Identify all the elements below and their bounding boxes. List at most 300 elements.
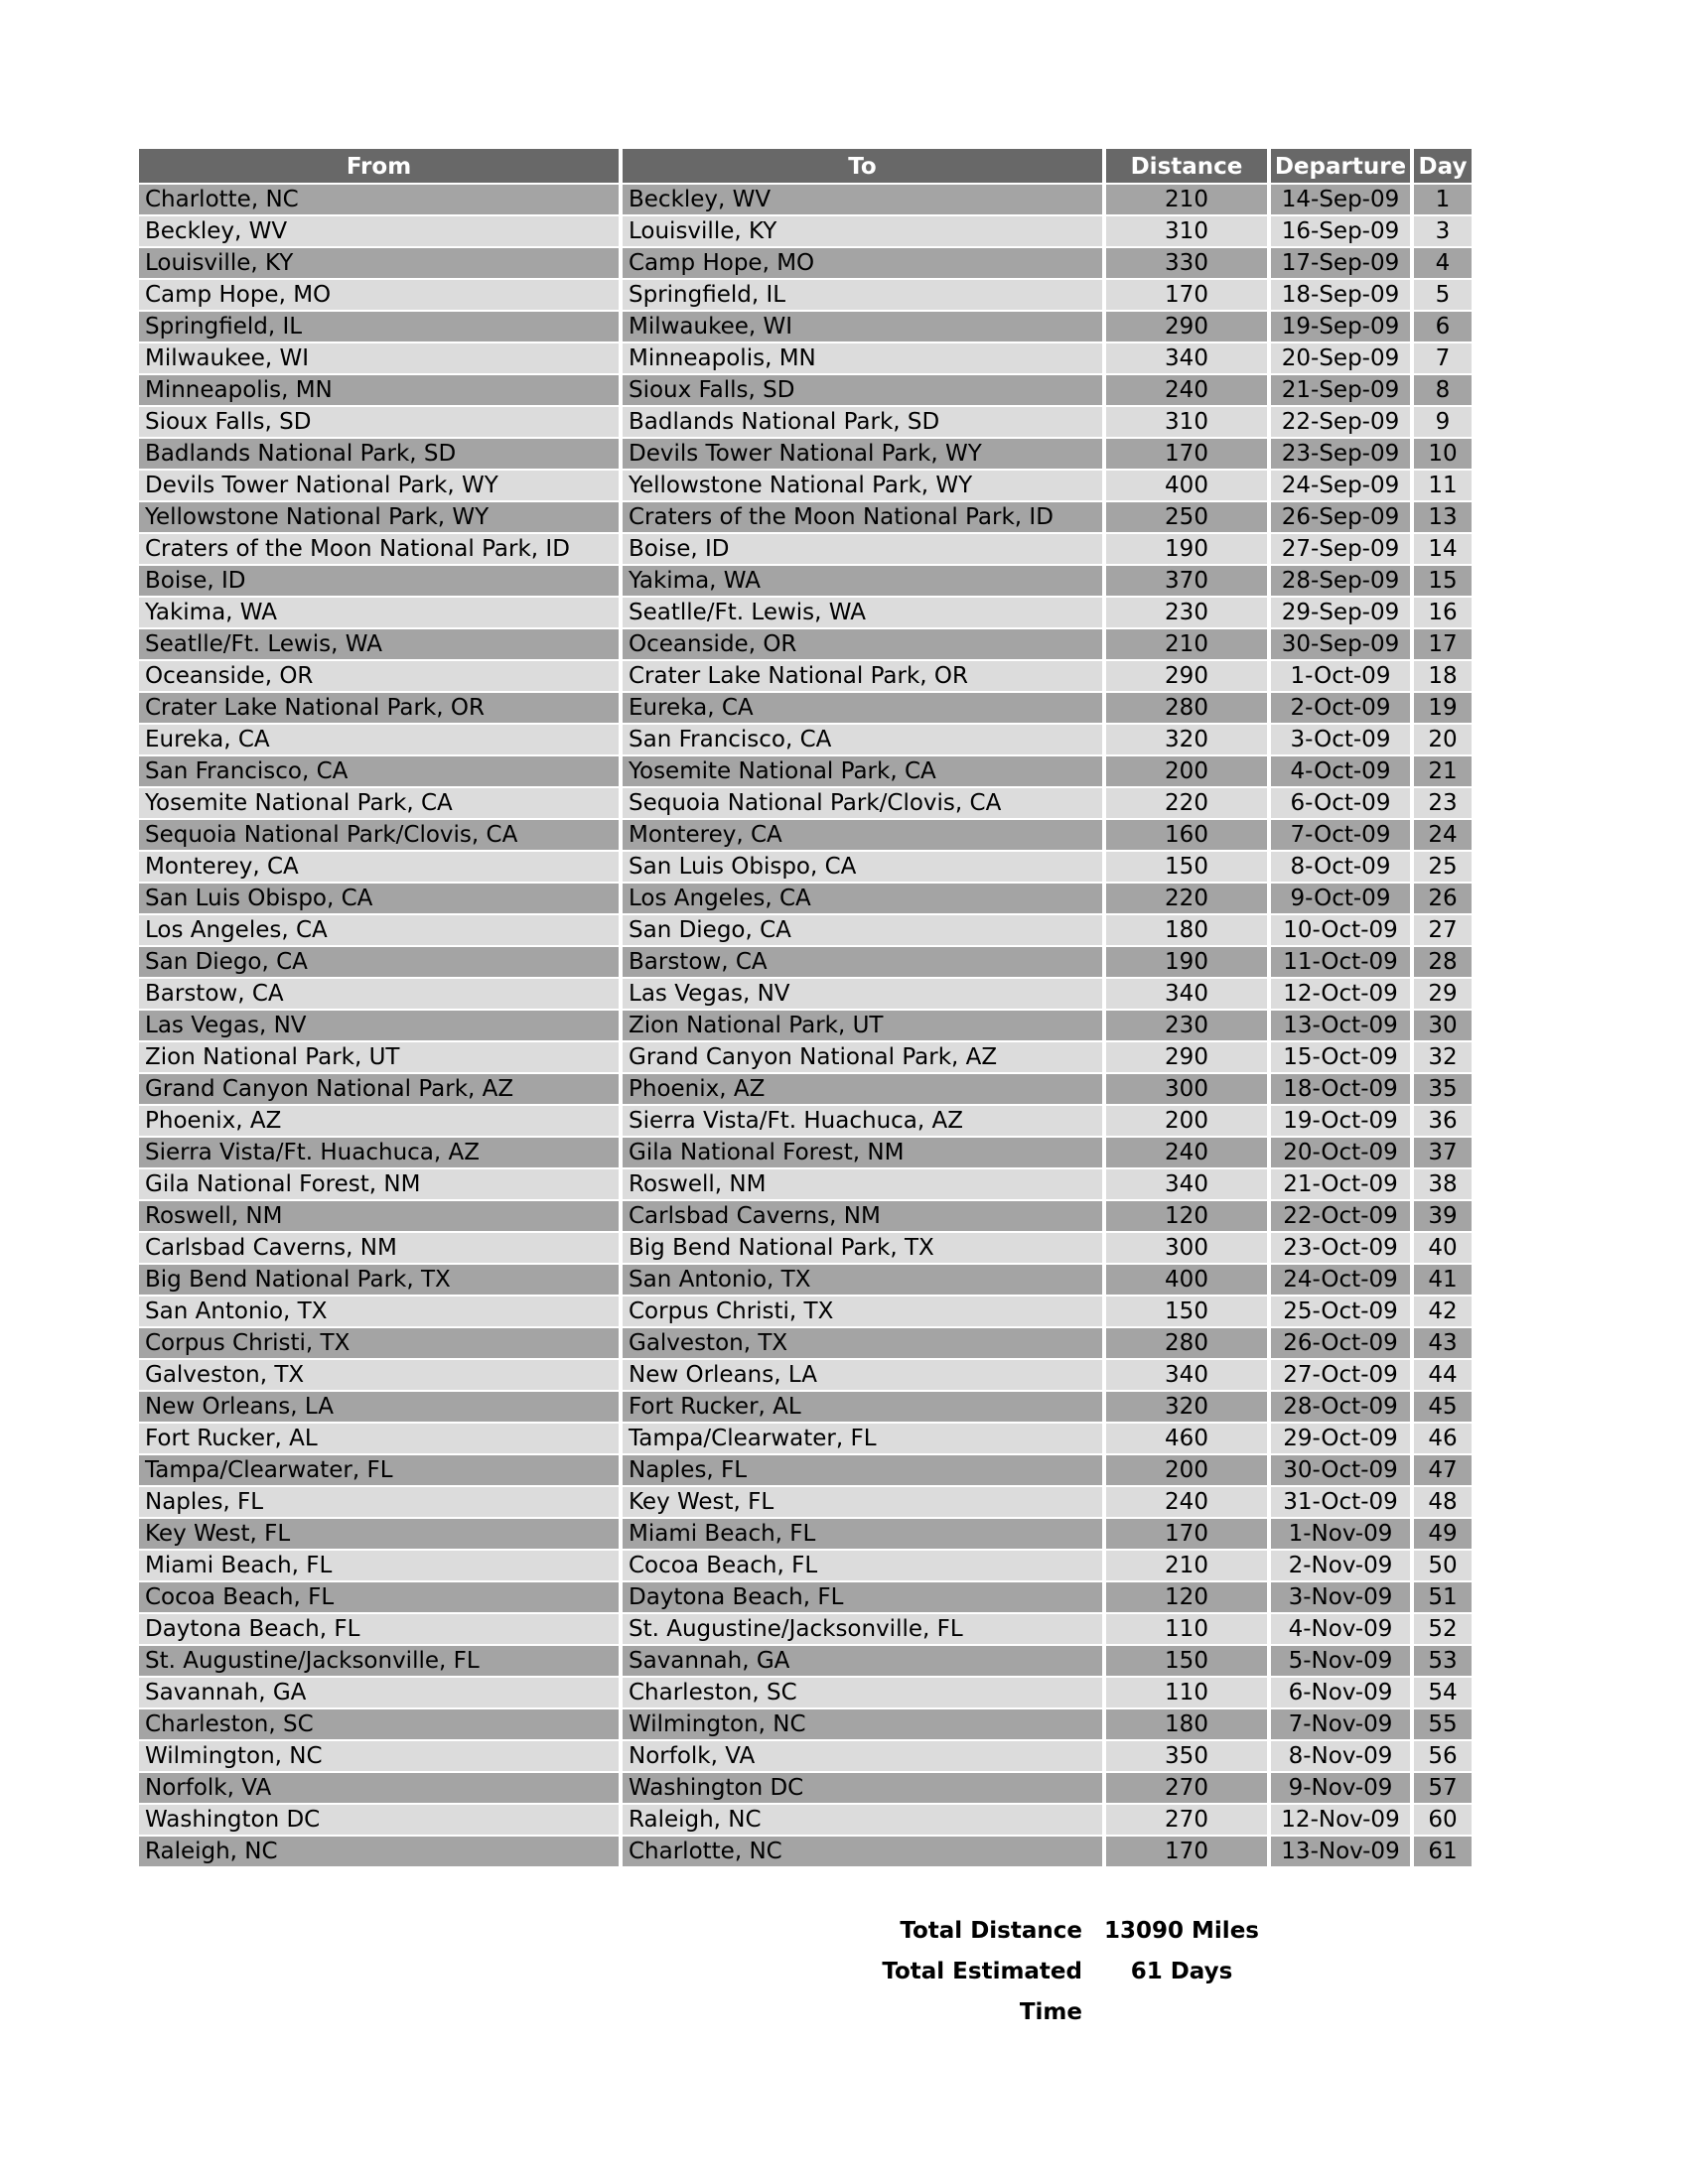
cell-to: Craters of the Moon National Park, ID [623,502,1102,532]
cell-to: Devils Tower National Park, WY [623,439,1102,469]
cell-departure: 6-Nov-09 [1271,1678,1410,1707]
table-row [139,979,1472,1011]
cell-departure: 1-Nov-09 [1271,1519,1410,1549]
cell-day: 43 [1414,1328,1472,1358]
cell-distance: 200 [1106,1455,1267,1485]
cell-departure: 12-Oct-09 [1271,979,1410,1009]
cell-to: Carlsbad Caverns, NM [623,1201,1102,1231]
header-distance: Distance [1106,149,1267,185]
cell-departure: 9-Oct-09 [1271,884,1410,913]
cell-day: 13 [1414,502,1472,532]
table-row [139,1582,1472,1614]
cell-day: 45 [1414,1392,1472,1422]
cell-departure: 30-Oct-09 [1271,1455,1410,1485]
cell-departure: 7-Oct-09 [1271,820,1410,850]
cell-to: Camp Hope, MO [623,248,1102,278]
cell-from: Galveston, TX [139,1360,619,1390]
cell-to: Fort Rucker, AL [623,1392,1102,1422]
cell-from: Big Bend National Park, TX [139,1265,619,1295]
table-row [139,1424,1472,1455]
cell-to: New Orleans, LA [623,1360,1102,1390]
cell-distance: 240 [1106,1487,1267,1517]
table-row [139,407,1472,439]
cell-from: Naples, FL [139,1487,619,1517]
cell-from: Boise, ID [139,566,619,596]
cell-distance: 340 [1106,1360,1267,1390]
itinerary-table [139,149,1472,1868]
cell-distance: 280 [1106,1328,1267,1358]
cell-to: Zion National Park, UT [623,1011,1102,1040]
cell-day: 11 [1414,471,1472,500]
total-distance-value: 13090 Miles [1104,1918,1259,1944]
cell-departure: 31-Oct-09 [1271,1487,1410,1517]
cell-to: Savannah, GA [623,1646,1102,1676]
cell-departure: 29-Oct-09 [1271,1424,1410,1453]
cell-from: Daytona Beach, FL [139,1614,619,1644]
cell-distance: 240 [1106,375,1267,405]
cell-from: Tampa/Clearwater, FL [139,1455,619,1485]
cell-from: Los Angeles, CA [139,915,619,945]
cell-day: 36 [1414,1106,1472,1136]
cell-from: San Diego, CA [139,947,619,977]
cell-from: Eureka, CA [139,725,619,754]
cell-distance: 170 [1106,439,1267,469]
cell-from: Springfield, IL [139,312,619,341]
cell-distance: 310 [1106,216,1267,246]
cell-day: 7 [1414,343,1472,373]
cell-departure: 29-Sep-09 [1271,598,1410,627]
table-row [139,629,1472,661]
cell-day: 40 [1414,1233,1472,1263]
cell-to: Grand Canyon National Park, AZ [623,1042,1102,1072]
cell-to: Minneapolis, MN [623,343,1102,373]
cell-day: 60 [1414,1805,1472,1835]
cell-distance: 170 [1106,280,1267,310]
cell-from: San Luis Obispo, CA [139,884,619,913]
cell-day: 24 [1414,820,1472,850]
cell-from: Milwaukee, WI [139,343,619,373]
cell-departure: 17-Sep-09 [1271,248,1410,278]
total-time [834,1952,1261,2025]
cell-from: Savannah, GA [139,1678,619,1707]
table-row [139,947,1472,979]
cell-day: 6 [1414,312,1472,341]
cell-day: 18 [1414,661,1472,691]
table-row [139,1709,1472,1741]
header-departure: Departure [1271,149,1410,185]
cell-to: Gila National Forest, NM [623,1138,1102,1167]
cell-departure: 4-Oct-09 [1271,756,1410,786]
cell-to: Sequoia National Park/Clovis, CA [623,788,1102,818]
cell-to: Yosemite National Park, CA [623,756,1102,786]
cell-distance: 220 [1106,884,1267,913]
cell-from: Norfolk, VA [139,1773,619,1803]
table-row [139,1646,1472,1678]
cell-departure: 14-Sep-09 [1271,185,1410,214]
cell-distance: 120 [1106,1582,1267,1612]
cell-to: Phoenix, AZ [623,1074,1102,1104]
cell-distance: 160 [1106,820,1267,850]
cell-departure: 12-Nov-09 [1271,1805,1410,1835]
cell-departure: 23-Oct-09 [1271,1233,1410,1263]
cell-from: Crater Lake National Park, OR [139,693,619,723]
table-row [139,1455,1472,1487]
cell-from: Yakima, WA [139,598,619,627]
table-row [139,1614,1472,1646]
cell-from: Fort Rucker, AL [139,1424,619,1453]
cell-day: 56 [1414,1741,1472,1771]
table-row [139,852,1472,884]
cell-distance: 190 [1106,534,1267,564]
cell-from: Monterey, CA [139,852,619,882]
cell-to: Norfolk, VA [623,1741,1102,1771]
cell-to: Corpus Christi, TX [623,1297,1102,1326]
cell-departure: 21-Oct-09 [1271,1169,1410,1199]
cell-day: 29 [1414,979,1472,1009]
cell-departure: 8-Nov-09 [1271,1741,1410,1771]
cell-day: 9 [1414,407,1472,437]
table-row [139,915,1472,947]
table-row [139,1392,1472,1424]
cell-to: Cocoa Beach, FL [623,1551,1102,1580]
cell-to: Beckley, WV [623,185,1102,214]
cell-to: Barstow, CA [623,947,1102,977]
cell-day: 57 [1414,1773,1472,1803]
table-row [139,216,1472,248]
cell-day: 16 [1414,598,1472,627]
total-time-value: 61 Days [1130,1959,1233,1984]
cell-day: 1 [1414,185,1472,214]
table-row [139,1201,1472,1233]
total-time-label: Total Estimated Time [882,1959,1082,2025]
table-row [139,661,1472,693]
cell-departure: 6-Oct-09 [1271,788,1410,818]
table-row [139,756,1472,788]
cell-distance: 280 [1106,693,1267,723]
table-row [139,1074,1472,1106]
cell-day: 25 [1414,852,1472,882]
cell-to: Charlotte, NC [623,1837,1102,1866]
table-row [139,1678,1472,1709]
cell-distance: 460 [1106,1424,1267,1453]
header-day: Day [1414,149,1472,185]
cell-to: Raleigh, NC [623,1805,1102,1835]
total-distance-label: Total Distance [900,1918,1082,1944]
cell-day: 14 [1414,534,1472,564]
cell-from: Louisville, KY [139,248,619,278]
table-row [139,566,1472,598]
table-row [139,1519,1472,1551]
cell-day: 21 [1414,756,1472,786]
cell-distance: 250 [1106,502,1267,532]
cell-to: Tampa/Clearwater, FL [623,1424,1102,1453]
cell-from: Wilmington, NC [139,1741,619,1771]
table-row [139,280,1472,312]
cell-day: 39 [1414,1201,1472,1231]
table-row [139,1265,1472,1297]
cell-departure: 13-Nov-09 [1271,1837,1410,1866]
cell-day: 32 [1414,1042,1472,1072]
table-row [139,693,1472,725]
cell-day: 19 [1414,693,1472,723]
cell-day: 51 [1414,1582,1472,1612]
cell-day: 52 [1414,1614,1472,1644]
cell-departure: 13-Oct-09 [1271,1011,1410,1040]
cell-from: Sierra Vista/Ft. Huachuca, AZ [139,1138,619,1167]
cell-from: Beckley, WV [139,216,619,246]
cell-to: Galveston, TX [623,1328,1102,1358]
cell-to: Washington DC [623,1773,1102,1803]
cell-day: 30 [1414,1011,1472,1040]
cell-from: San Antonio, TX [139,1297,619,1326]
cell-day: 26 [1414,884,1472,913]
cell-departure: 15-Oct-09 [1271,1042,1410,1072]
table-row [139,1837,1472,1868]
cell-departure: 3-Nov-09 [1271,1582,1410,1612]
table-row [139,1011,1472,1042]
cell-from: Camp Hope, MO [139,280,619,310]
cell-to: Sioux Falls, SD [623,375,1102,405]
cell-departure: 20-Oct-09 [1271,1138,1410,1167]
cell-to: Monterey, CA [623,820,1102,850]
cell-distance: 400 [1106,471,1267,500]
cell-from: Key West, FL [139,1519,619,1549]
table-row [139,820,1472,852]
cell-to: San Diego, CA [623,915,1102,945]
cell-distance: 340 [1106,979,1267,1009]
cell-distance: 400 [1106,1265,1267,1295]
cell-day: 41 [1414,1265,1472,1295]
table-row [139,598,1472,629]
cell-distance: 170 [1106,1837,1267,1866]
cell-to: Key West, FL [623,1487,1102,1517]
table-row [139,502,1472,534]
cell-distance: 210 [1106,1551,1267,1580]
cell-departure: 1-Oct-09 [1271,661,1410,691]
cell-departure: 10-Oct-09 [1271,915,1410,945]
cell-to: Crater Lake National Park, OR [623,661,1102,691]
cell-to: Roswell, NM [623,1169,1102,1199]
cell-departure: 22-Oct-09 [1271,1201,1410,1231]
cell-departure: 26-Sep-09 [1271,502,1410,532]
cell-from: Corpus Christi, TX [139,1328,619,1358]
cell-from: Barstow, CA [139,979,619,1009]
cell-day: 28 [1414,947,1472,977]
cell-distance: 300 [1106,1233,1267,1263]
cell-distance: 150 [1106,852,1267,882]
table-row [139,248,1472,280]
cell-to: Yakima, WA [623,566,1102,596]
cell-from: San Francisco, CA [139,756,619,786]
cell-from: Grand Canyon National Park, AZ [139,1074,619,1104]
cell-distance: 340 [1106,1169,1267,1199]
cell-day: 27 [1414,915,1472,945]
cell-distance: 320 [1106,1392,1267,1422]
cell-distance: 340 [1106,343,1267,373]
cell-from: Craters of the Moon National Park, ID [139,534,619,564]
cell-day: 49 [1414,1519,1472,1549]
cell-distance: 110 [1106,1678,1267,1707]
cell-distance: 230 [1106,598,1267,627]
cell-distance: 200 [1106,756,1267,786]
cell-from: Seatlle/Ft. Lewis, WA [139,629,619,659]
cell-departure: 18-Sep-09 [1271,280,1410,310]
cell-to: Yellowstone National Park, WY [623,471,1102,500]
cell-to: Milwaukee, WI [623,312,1102,341]
cell-day: 5 [1414,280,1472,310]
cell-from: Phoenix, AZ [139,1106,619,1136]
cell-day: 3 [1414,216,1472,246]
cell-departure: 4-Nov-09 [1271,1614,1410,1644]
table-row [139,788,1472,820]
cell-from: Oceanside, OR [139,661,619,691]
cell-distance: 210 [1106,629,1267,659]
cell-departure: 21-Sep-09 [1271,375,1410,405]
table-row [139,312,1472,343]
table-row [139,375,1472,407]
cell-distance: 180 [1106,1709,1267,1739]
cell-distance: 270 [1106,1773,1267,1803]
table-row [139,884,1472,915]
cell-to: Louisville, KY [623,216,1102,246]
table-body [139,185,1472,1868]
cell-to: Los Angeles, CA [623,884,1102,913]
cell-day: 54 [1414,1678,1472,1707]
cell-day: 55 [1414,1709,1472,1739]
table-row [139,1741,1472,1773]
cell-to: Sierra Vista/Ft. Huachuca, AZ [623,1106,1102,1136]
cell-to: Daytona Beach, FL [623,1582,1102,1612]
cell-from: Washington DC [139,1805,619,1835]
cell-day: 61 [1414,1837,1472,1866]
cell-day: 35 [1414,1074,1472,1104]
cell-distance: 170 [1106,1519,1267,1549]
cell-departure: 30-Sep-09 [1271,629,1410,659]
cell-day: 46 [1414,1424,1472,1453]
cell-departure: 9-Nov-09 [1271,1773,1410,1803]
cell-from: Cocoa Beach, FL [139,1582,619,1612]
cell-day: 20 [1414,725,1472,754]
cell-to: Naples, FL [623,1455,1102,1485]
table-row [139,1106,1472,1138]
table-row [139,1805,1472,1837]
cell-day: 23 [1414,788,1472,818]
cell-departure: 28-Sep-09 [1271,566,1410,596]
cell-distance: 370 [1106,566,1267,596]
cell-departure: 5-Nov-09 [1271,1646,1410,1676]
cell-departure: 28-Oct-09 [1271,1392,1410,1422]
cell-distance: 310 [1106,407,1267,437]
table-row [139,1297,1472,1328]
cell-from: Badlands National Park, SD [139,439,619,469]
cell-from: Charlotte, NC [139,185,619,214]
cell-from: Raleigh, NC [139,1837,619,1866]
cell-departure: 16-Sep-09 [1271,216,1410,246]
table-row [139,1042,1472,1074]
cell-distance: 150 [1106,1297,1267,1326]
cell-distance: 200 [1106,1106,1267,1136]
cell-distance: 190 [1106,947,1267,977]
cell-day: 50 [1414,1551,1472,1580]
cell-day: 37 [1414,1138,1472,1167]
table-header [139,149,1472,185]
cell-departure: 27-Oct-09 [1271,1360,1410,1390]
table-row [139,343,1472,375]
cell-distance: 240 [1106,1138,1267,1167]
cell-distance: 180 [1106,915,1267,945]
cell-to: Oceanside, OR [623,629,1102,659]
cell-distance: 300 [1106,1074,1267,1104]
cell-to: Miami Beach, FL [623,1519,1102,1549]
cell-day: 8 [1414,375,1472,405]
table-row [139,725,1472,756]
cell-from: Las Vegas, NV [139,1011,619,1040]
cell-from: Charleston, SC [139,1709,619,1739]
table-row [139,1169,1472,1201]
cell-from: Minneapolis, MN [139,375,619,405]
cell-distance: 290 [1106,312,1267,341]
table-row [139,185,1472,216]
cell-distance: 290 [1106,1042,1267,1072]
cell-from: Roswell, NM [139,1201,619,1231]
cell-to: Charleston, SC [623,1678,1102,1707]
cell-from: St. Augustine/Jacksonville, FL [139,1646,619,1676]
table-row [139,1328,1472,1360]
cell-departure: 18-Oct-09 [1271,1074,1410,1104]
cell-to: Las Vegas, NV [623,979,1102,1009]
header-to: To [623,149,1102,185]
table-row [139,1360,1472,1392]
cell-distance: 150 [1106,1646,1267,1676]
cell-departure: 8-Oct-09 [1271,852,1410,882]
cell-from: Zion National Park, UT [139,1042,619,1072]
cell-from: Gila National Forest, NM [139,1169,619,1199]
cell-departure: 24-Oct-09 [1271,1265,1410,1295]
cell-distance: 220 [1106,788,1267,818]
table-row [139,1551,1472,1582]
cell-day: 47 [1414,1455,1472,1485]
total-distance [834,1911,1261,1952]
cell-from: Miami Beach, FL [139,1551,619,1580]
cell-from: Yellowstone National Park, WY [139,502,619,532]
cell-day: 4 [1414,248,1472,278]
table-row [139,1487,1472,1519]
cell-distance: 350 [1106,1741,1267,1771]
cell-departure: 26-Oct-09 [1271,1328,1410,1358]
cell-departure: 23-Sep-09 [1271,439,1410,469]
cell-from: Sequoia National Park/Clovis, CA [139,820,619,850]
table-row [139,1138,1472,1169]
cell-day: 15 [1414,566,1472,596]
cell-departure: 19-Sep-09 [1271,312,1410,341]
cell-to: San Antonio, TX [623,1265,1102,1295]
totals [834,1911,1261,2025]
cell-from: Devils Tower National Park, WY [139,471,619,500]
cell-day: 42 [1414,1297,1472,1326]
cell-to: St. Augustine/Jacksonville, FL [623,1614,1102,1644]
cell-distance: 330 [1106,248,1267,278]
cell-departure: 7-Nov-09 [1271,1709,1410,1739]
cell-to: Eureka, CA [623,693,1102,723]
cell-distance: 290 [1106,661,1267,691]
cell-from: New Orleans, LA [139,1392,619,1422]
cell-departure: 20-Sep-09 [1271,343,1410,373]
cell-to: Big Bend National Park, TX [623,1233,1102,1263]
cell-distance: 110 [1106,1614,1267,1644]
cell-departure: 19-Oct-09 [1271,1106,1410,1136]
cell-day: 10 [1414,439,1472,469]
cell-distance: 270 [1106,1805,1267,1835]
